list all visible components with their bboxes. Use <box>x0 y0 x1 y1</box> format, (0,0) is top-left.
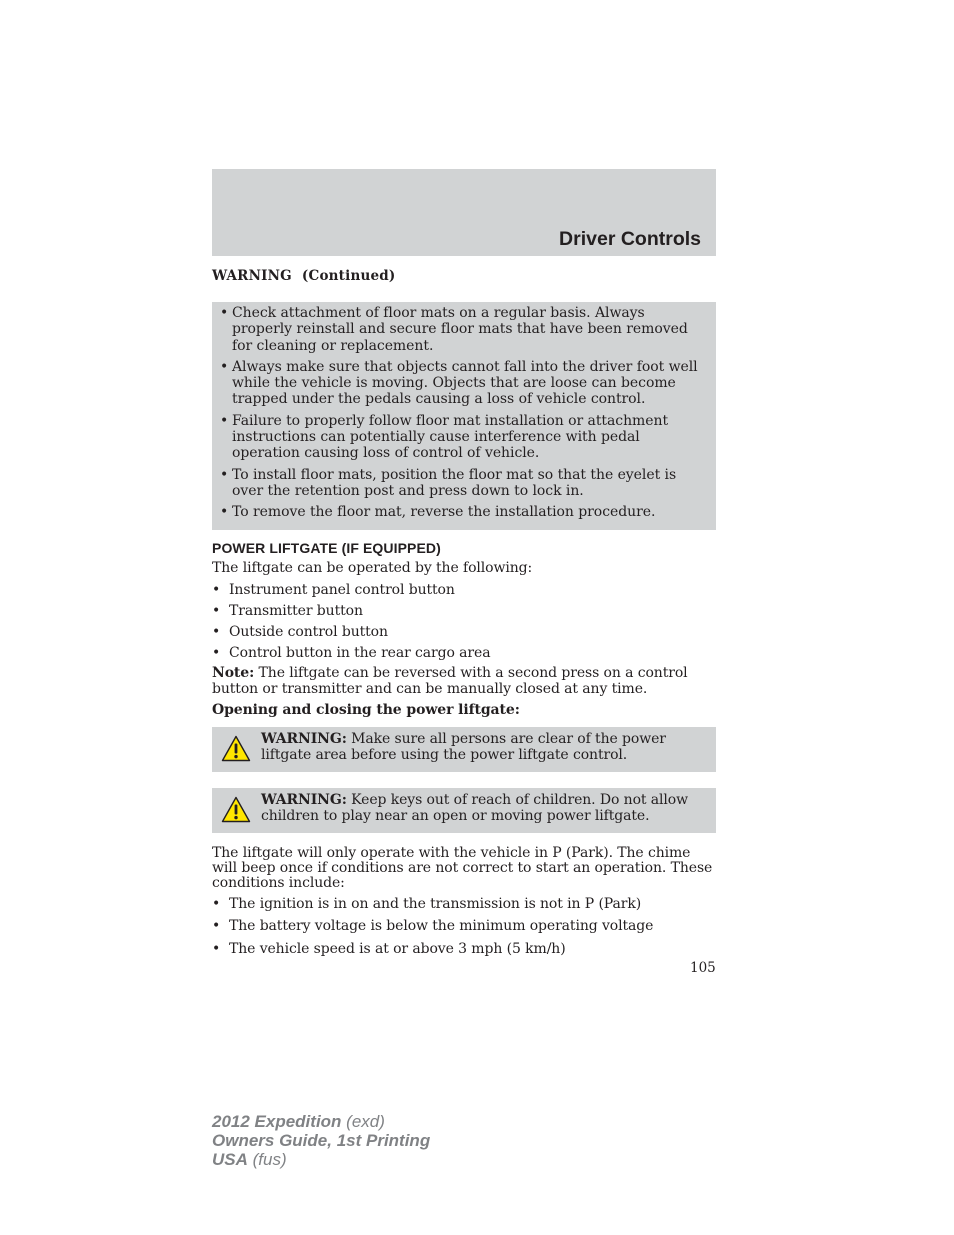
list-item <box>220 359 702 408</box>
list-item-text: Always make sure that objects cannot fall into the driver foot well while the vehicle is moving. Objects that are loose can become trapped under the pedals causing a loss of vehicle control. <box>232 358 698 408</box>
list-item-text: Transmitter button <box>229 603 363 619</box>
footer-line-edition <box>212 1131 430 1150</box>
footer-line-market <box>212 1150 430 1169</box>
list-item <box>220 504 702 520</box>
warning-label: WARNING <box>212 268 292 284</box>
note-label: Note: <box>212 665 255 681</box>
footer-market-code: (fus) <box>247 1150 287 1169</box>
list-item-text: To install floor mats, position the floor mat so that the eyelet is over the retention post and press down to lock in. <box>232 466 677 499</box>
footer-market: USA <box>212 1150 248 1169</box>
conditions-intro: The liftgate will only operate with the vehicle in P (Park). The chime will beep once if conditions are not correct to start an operation. These conditions include: <box>212 845 713 891</box>
list-item <box>212 941 566 957</box>
warning-callout <box>212 727 716 772</box>
warning-triangle-icon <box>221 735 251 762</box>
floor-mat-warning-list <box>220 305 702 521</box>
list-item-text: Failure to properly follow floor mat installation or attachment instructions can potentially cause interference with pedal operation causing loss of control of vehicle. <box>232 412 669 462</box>
list-item <box>212 896 641 912</box>
opening-closing-subheading: Opening and closing the power liftgate: <box>212 702 520 718</box>
warning-label: WARNING: <box>261 731 347 747</box>
list-item-text: The ignition is in on and the transmission is not in P (Park) <box>229 896 642 912</box>
bullet: • <box>220 358 229 375</box>
bullet: • <box>212 896 221 912</box>
warning-triangle-icon <box>221 796 251 823</box>
list-item-text: Instrument panel control button <box>229 582 455 598</box>
footer-line-model <box>212 1112 430 1131</box>
bullet: • <box>212 918 221 934</box>
list-item <box>212 603 363 619</box>
list-item-text: To remove the floor mat, reverse the installation procedure. <box>232 504 656 521</box>
section-title: Driver Controls <box>559 228 701 250</box>
bullet: • <box>212 624 221 640</box>
list-item-text: The vehicle speed is at or above 3 mph (5 km/h) <box>229 941 566 957</box>
list-item <box>212 645 490 661</box>
header-band <box>212 169 716 256</box>
warning-callout <box>212 788 716 833</box>
warning-callout-text <box>261 792 710 825</box>
continued-label: (Continued) <box>301 268 396 284</box>
warning-label: WARNING: <box>261 792 347 808</box>
page-number: 105 <box>690 960 716 976</box>
bullet: • <box>220 466 229 483</box>
bullet: • <box>220 305 229 321</box>
bullet: • <box>212 603 221 619</box>
liftgate-intro: The liftgate can be operated by the following: <box>212 560 533 576</box>
bullet: • <box>212 941 221 957</box>
bullet: • <box>220 504 229 521</box>
list-item <box>212 918 653 934</box>
warning-callout-text <box>261 731 710 764</box>
list-item-text: Check attachment of floor mats on a regular basis. Always properly reinstall and secure floor mats that have been removed for cleaning or replacement. <box>232 305 688 354</box>
list-item <box>220 305 702 354</box>
document-footer <box>212 1112 430 1169</box>
footer-model-code: (exd) <box>341 1112 385 1131</box>
bullet: • <box>220 412 229 429</box>
bullet: • <box>212 645 221 661</box>
list-item <box>212 624 388 640</box>
list-item <box>212 582 455 598</box>
list-item <box>220 413 702 462</box>
warning-continued-heading <box>212 268 716 284</box>
list-item <box>220 467 702 500</box>
list-item-text: Control button in the rear cargo area <box>229 645 491 661</box>
bullet: • <box>212 582 221 598</box>
footer-edition: Owners Guide, 1st Printing <box>212 1131 431 1150</box>
power-liftgate-heading: POWER LIFTGATE (IF EQUIPPED) <box>212 540 441 556</box>
footer-model: 2012 Expedition <box>212 1112 342 1131</box>
warning-text: Keep keys out of reach of children. Do not allow children to play near an open or moving power liftgate. <box>261 792 689 825</box>
list-item-text: Outside control button <box>229 624 388 640</box>
note-text: The liftgate can be reversed with a second press on a control button or transmitter and can be manually closed at any time. <box>212 665 688 697</box>
list-item-text: The battery voltage is below the minimum operating voltage <box>229 918 654 934</box>
warning-text: Make sure all persons are clear of the power liftgate area before using the power liftgate control. <box>261 731 666 764</box>
liftgate-note <box>212 666 716 697</box>
floor-mat-warning-box <box>212 302 716 530</box>
